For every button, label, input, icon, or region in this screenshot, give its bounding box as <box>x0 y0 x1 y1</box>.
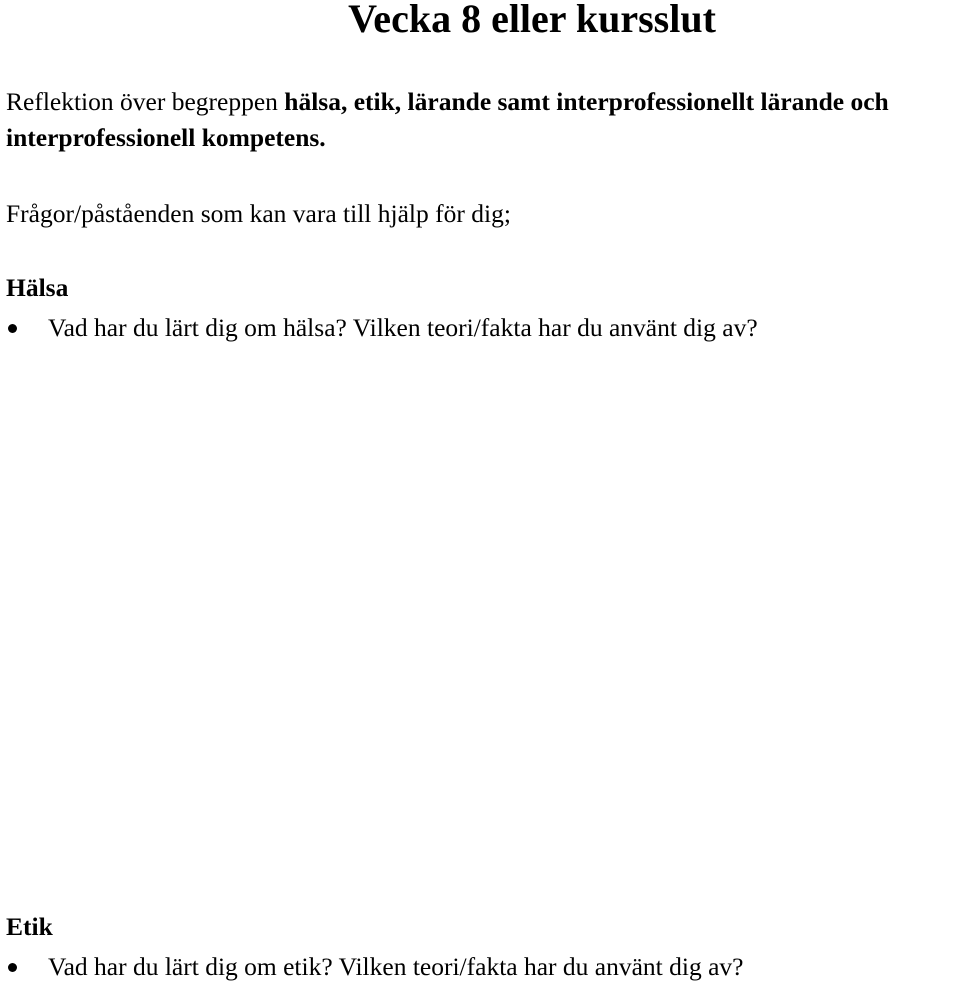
page-title: Vecka 8 eller kursslut <box>348 0 716 41</box>
intro-prefix: Reflektion över begreppen <box>6 87 285 116</box>
section-heading-etik: Etik <box>6 912 53 941</box>
prompt-text: Frågor/påståenden som kan vara till hjälp för dig; <box>6 199 511 228</box>
intro-concepts: hälsa, etik, lärande samt interprofessionellt lärande och interprofessionell kompetens. <box>6 87 889 152</box>
bullet-icon <box>8 963 17 972</box>
question-etik: Vad har du lärt dig om etik? Vilken teori/fakta har du använt dig av? <box>48 952 744 981</box>
bullet-icon <box>8 324 17 333</box>
intro-paragraph <box>6 84 956 156</box>
question-halsa: Vad har du lärt dig om hälsa? Vilken teori/fakta har du använt dig av? <box>48 313 758 342</box>
section-heading-halsa: Hälsa <box>6 273 69 302</box>
